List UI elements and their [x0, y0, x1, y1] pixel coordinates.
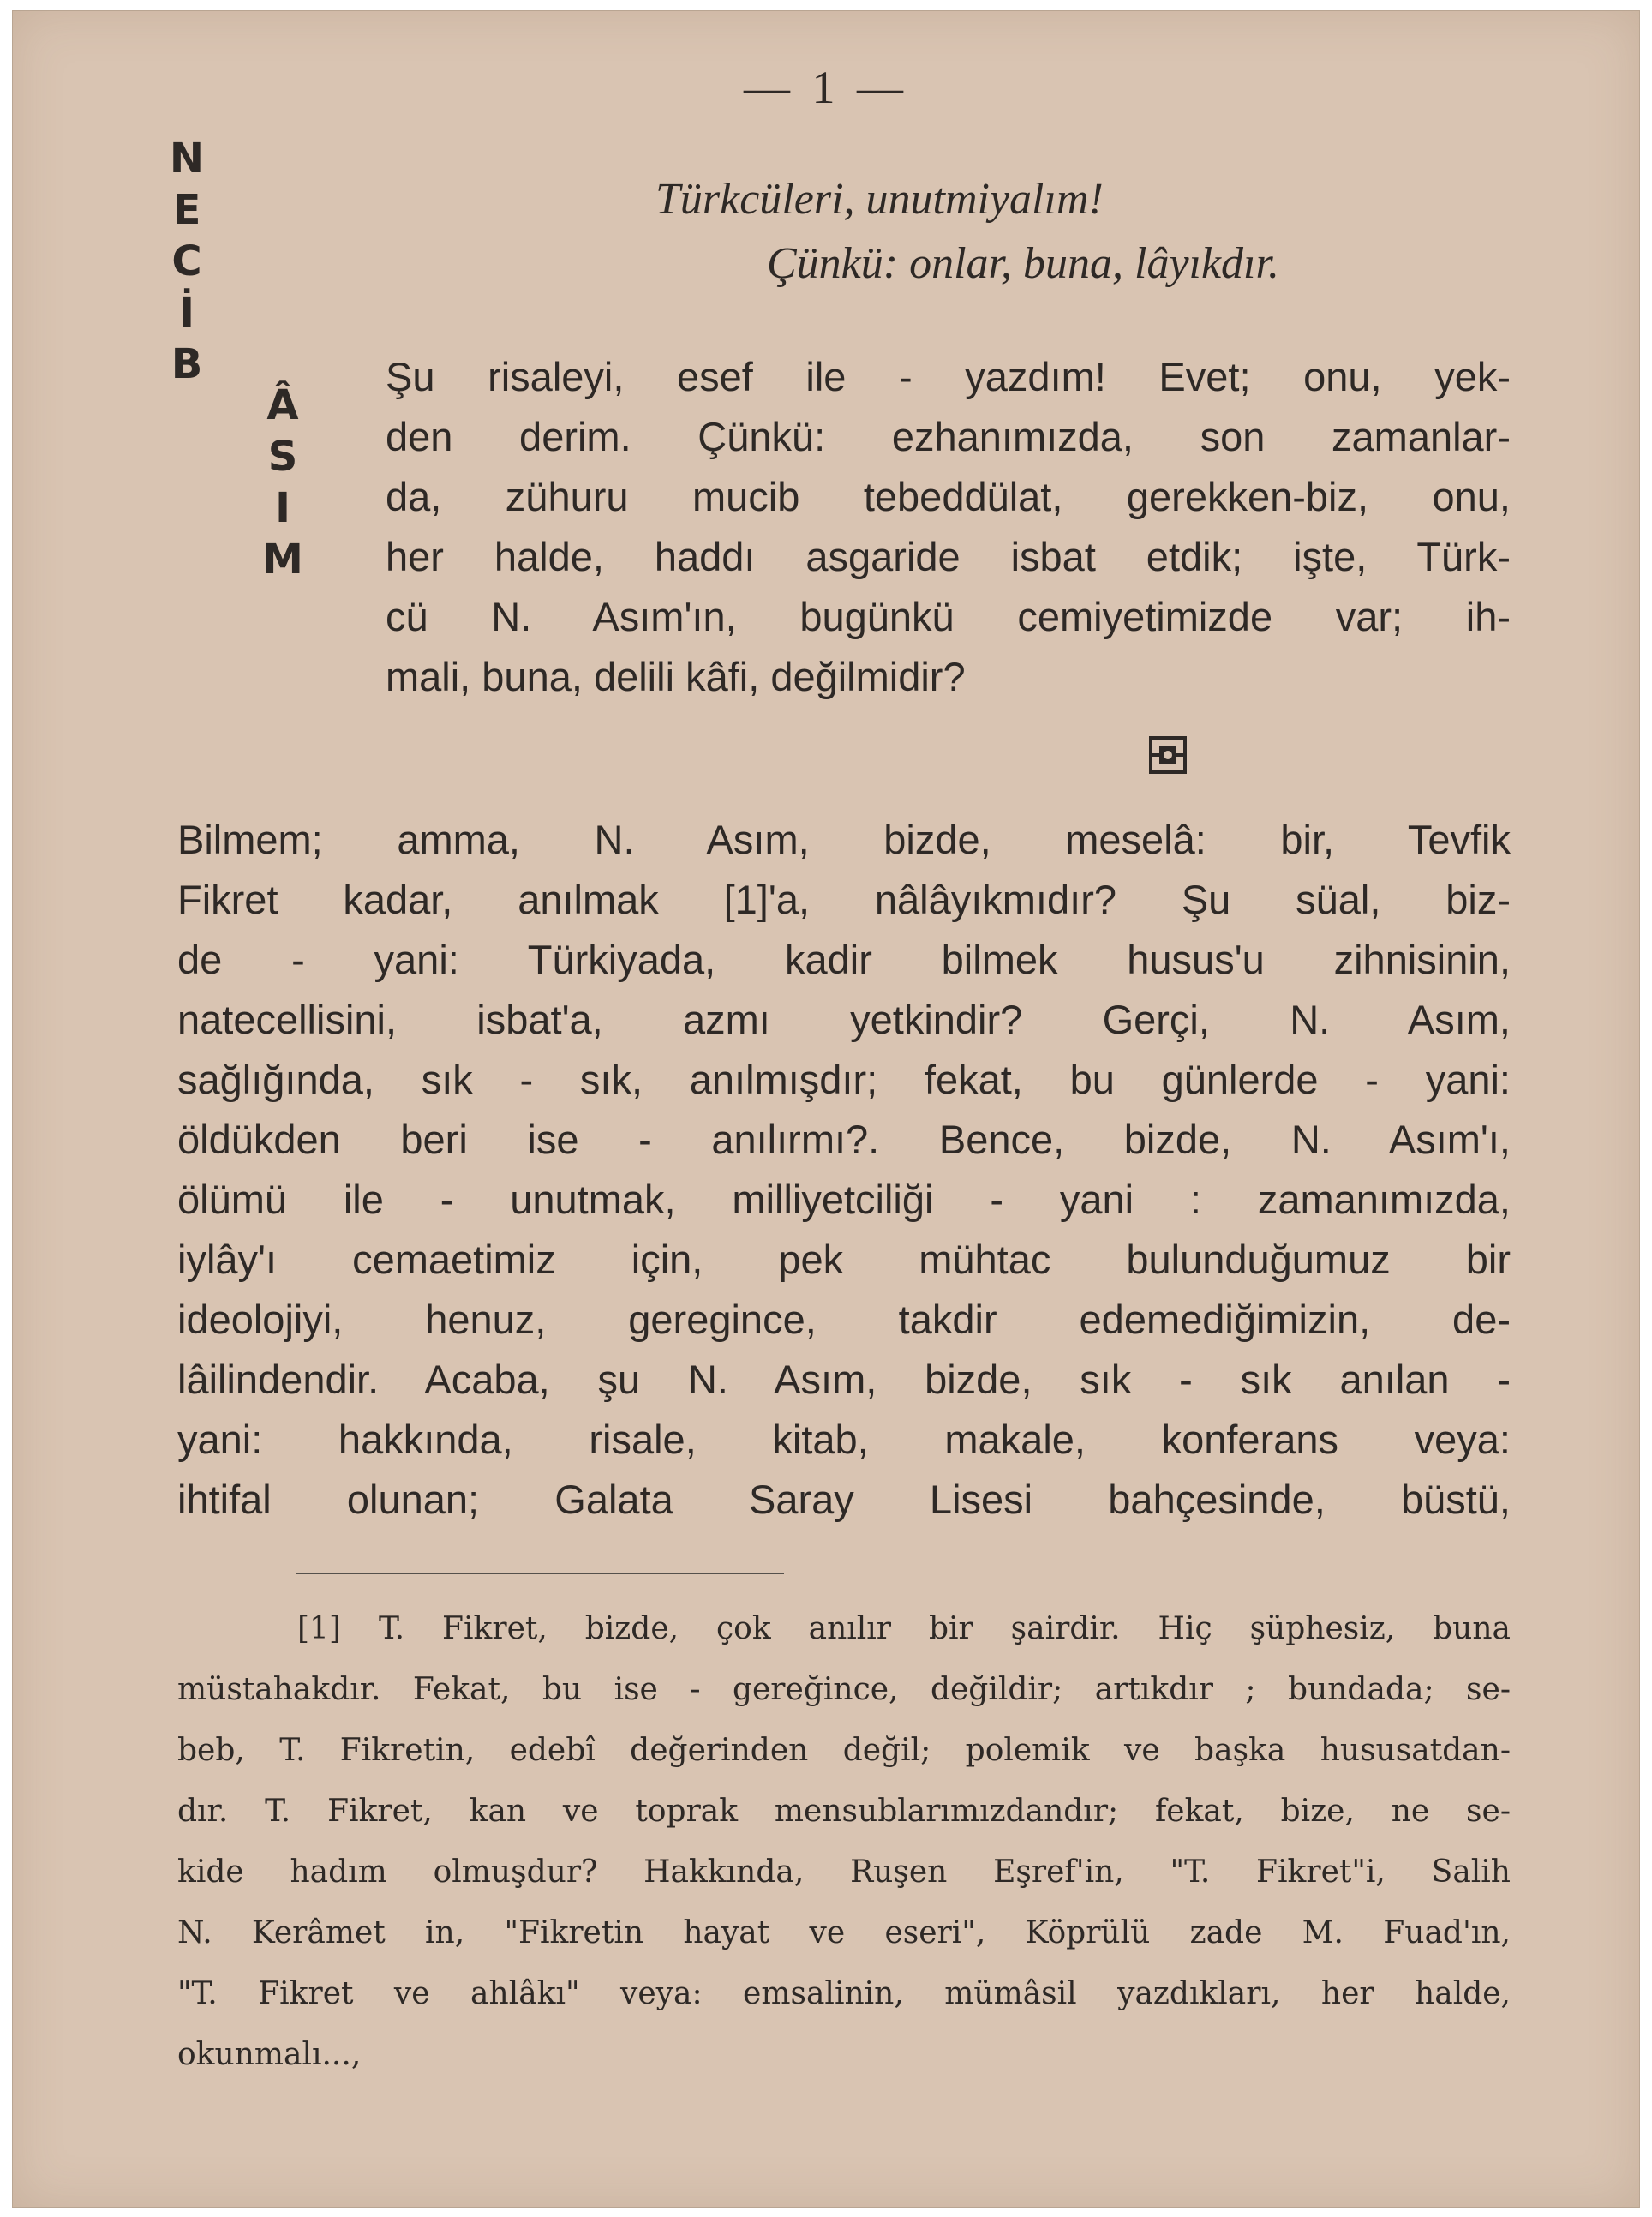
side-letter: Â — [266, 381, 299, 429]
document-page — [12, 10, 1640, 2208]
side-letter: B — [171, 340, 203, 388]
side-title-first-name — [165, 133, 208, 390]
text-line: natecellisini, isbat'a, azmı yetkindir? Gerçi, N. Asım, — [177, 997, 1511, 1042]
text-line: ihtifal olunan; Galata Saray Lisesi bahçesinde, büstü, — [177, 1477, 1511, 1522]
footnote-line: [1] T. Fikret, bizde, çok anılır bir şairdir. Hiç şüphesiz, buna — [297, 1611, 1511, 1646]
footnote-line: "T. Fikret ve ahlâkı" veya: emsalinin, mümâsil yazdıkları, her halde, — [177, 1976, 1511, 2011]
side-title-last-name — [261, 380, 304, 585]
text-line: ideolojiyi, henuz, geregince, takdir edemediğimizin, de- — [177, 1297, 1511, 1342]
text-line: den derim. Çünkü: ezhanımızda, son zamanlar- — [386, 414, 1511, 459]
side-letter: E — [172, 186, 201, 234]
ornament-icon — [1149, 736, 1187, 774]
text-line: de - yani: Türkiyada, kadir bilmek husus'u zihnisinin, — [177, 937, 1511, 982]
paragraph-1 — [386, 347, 1511, 707]
page-number: — 1 — — [744, 62, 908, 113]
epigraph-line-1: Türkcüleri, unutmiyalım! — [655, 175, 1104, 224]
footnote-line: dır. T. Fikret, kan ve toprak mensublarımızdandır; fekat, bize, ne se- — [177, 1794, 1511, 1829]
footnote-divider — [296, 1573, 784, 1574]
text-line: iylây'ı cemaetimiz için, pek mühtac bulunduğumuz bir — [177, 1237, 1511, 1282]
side-letter: İ — [179, 289, 195, 337]
text-line: lâilindendir. Acaba, şu N. Asım, bizde, sık - sık anılan - — [177, 1357, 1511, 1402]
footnote-line: N. Kerâmet in, "Fikretin hayat ve eseri", Köprülü zade M. Fuad'ın, — [177, 1915, 1511, 1950]
side-letter: M — [262, 536, 303, 584]
text-line: sağlığında, sık - sık, anılmışdır; fekat, bu günlerde - yani: — [177, 1057, 1511, 1102]
text-line: öldükden beri ise - anılırmı?. Bence, bizde, N. Asım'ı, — [177, 1117, 1511, 1162]
text-line: Fikret kadar, anılmak [1]'a, nâlâyıkmıdır? Şu süal, biz- — [177, 877, 1511, 922]
footnote-line: okunmalı..., — [177, 2037, 362, 2072]
side-letter: I — [275, 484, 290, 532]
text-line: her halde, haddı asgaride isbat etdik; işte, Türk- — [386, 534, 1511, 579]
side-letter: C — [171, 237, 202, 285]
side-letter: N — [169, 135, 205, 183]
text-line: ölümü ile - unutmak, milliyetciliği - yani : zamanımızda, — [177, 1177, 1511, 1222]
footnote-line: beb, T. Fikretin, edebî değerinden değil; polemik ve başka hususatdan- — [177, 1733, 1511, 1768]
footnote-line: kide hadım olmuşdur? Hakkında, Ruşen Eşref'in, "T. Fikret"i, Salih — [177, 1854, 1511, 1890]
side-letter: S — [267, 433, 298, 481]
text-line: mali, buna, delili kâfi, değilmidir? — [386, 654, 966, 699]
epigraph-line-2: Çünkü: onlar, buna, lâyıkdır. — [767, 239, 1279, 288]
text-line: Şu risaleyi, esef ile - yazdım! Evet; onu, yek- — [386, 354, 1511, 399]
footnote-line: müstahakdır. Fekat, bu ise - gereğince, değildir; artıkdır ; bundada; se- — [177, 1672, 1511, 1707]
text-line: cü N. Asım'ın, bugünkü cemiyetimizde var; ih- — [386, 594, 1511, 639]
footnote — [177, 1598, 1511, 2085]
paragraph-2 — [177, 810, 1511, 1530]
text-line: da, zühuru mucib tebeddülat, gerekken-biz, onu, — [386, 474, 1511, 519]
text-line: yani: hakkında, risale, kitab, makale, konferans veya: — [177, 1417, 1511, 1462]
text-line: Bilmem; amma, N. Asım, bizde, meselâ: bir, Tevfik — [177, 817, 1511, 862]
